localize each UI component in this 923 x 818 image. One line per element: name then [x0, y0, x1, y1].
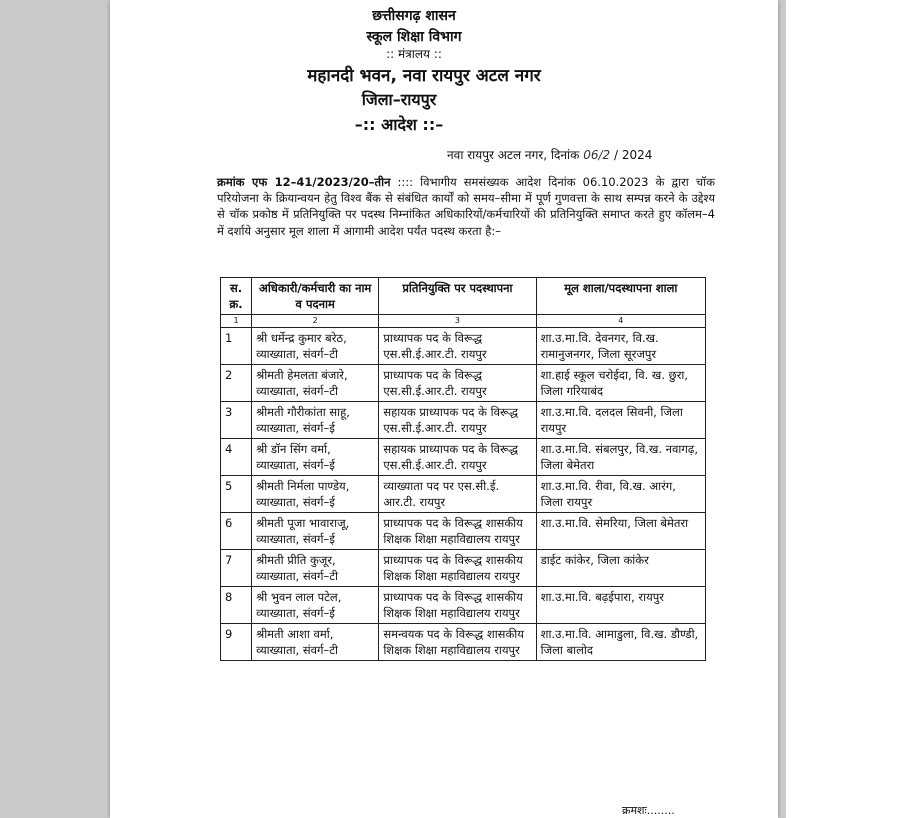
cell-name: श्रीमती गौरीकांता साहू, व्याख्याता, संवर्ग–ई — [252, 402, 379, 439]
cell-name: श्रीमती हेमलता बंजारे, व्याख्याता, संवर्ग–टी — [252, 365, 379, 402]
cell-name: श्रीमती आशा वर्मा, व्याख्याता, संवर्ग–टी — [252, 624, 379, 661]
cell-sno: 1 — [221, 328, 252, 365]
order-text: :::: विभागीय समसंख्यक आदेश दिनांक 06.10.2023 के द्वारा चॉक परियोजना के क्रियान्वयन हेतु विश्व बैंक से संबंधित कार्यों को समय–सीमा में पूर्ण गुणवत्ता के साथ सम्पन्न करने के उद्देश्य से चॉक प्रकोष्ठ में प्रतिनियुक्ति पर पदस्थ निम्नांकित अधिकारियों/कर्मचारियों की प्रतिनियुक्ति समाप्त करते हुए कॉलम–4 में दर्शाये अनुसार मूल शाला में आगामी आदेश पर्यंत पदस्थ करता है:– — [217, 175, 715, 238]
table-row — [221, 476, 706, 513]
cell-sno: 3 — [221, 402, 252, 439]
table-row — [221, 587, 706, 624]
cell-school: शा.उ.मा.वि. देवनगर, वि.ख. रामानुजनगर, जिला सूरजपुर — [536, 328, 705, 365]
cell-school: शा.उ.मा.वि. आमाडुला, वि.ख. डौण्डी, जिला बालोद — [536, 624, 705, 661]
dateline-prefix: नवा रायपुर अटल नगर, दिनांक — [447, 148, 580, 162]
cell-school: शा.हाई स्कूल चरोईदा, वि. ख. छुरा, जिला गरियाबंद — [536, 365, 705, 402]
cell-name: श्रीमती निर्मला पाण्डेय, व्याख्याता, संवर्ग–ई — [252, 476, 379, 513]
cell-sno: 6 — [221, 513, 252, 550]
col-num: 1 — [221, 315, 252, 328]
order-title: –:: आदेश ::– — [354, 115, 444, 134]
cell-name: श्रीमती प्रीति कुजूर, व्याख्याता, संवर्ग–टी — [252, 550, 379, 587]
document-page — [110, 0, 778, 818]
cell-sno: 2 — [221, 365, 252, 402]
dateline-year: / 2024 — [613, 148, 653, 162]
cell-sno: 8 — [221, 587, 252, 624]
posting-table — [220, 277, 706, 661]
table-row — [221, 550, 706, 587]
cell-school: शा.उ.मा.वि. सेमरिया, जिला बेमेतरा — [536, 513, 705, 550]
order-number: क्रमांक एफ 12–41/2023/20–तीन — [217, 175, 391, 189]
table-row — [221, 624, 706, 661]
district-label: जिला–रायपुर — [361, 90, 437, 109]
col-num: 3 — [379, 315, 536, 328]
cell-school: शा.उ.मा.वि. संबलपुर, वि.ख. नवागढ़, जिला बेमेतरा — [536, 439, 705, 476]
table-row — [221, 365, 706, 402]
cell-deputation: प्राध्यापक पद के विरूद्ध एस.सी.ई.आर.टी. रायपुर — [379, 365, 536, 402]
table-row — [221, 513, 706, 550]
cell-deputation: प्राध्यापक पद के विरूद्ध शासकीय शिक्षक शिक्षा महाविद्यालय रायपुर — [379, 587, 536, 624]
cell-deputation: प्राध्यापक पद के विरूद्ध एस.सी.ई.आर.टी. रायपुर — [379, 328, 536, 365]
cell-sno: 5 — [221, 476, 252, 513]
header-deputation: प्रतिनियुक्ति पर पदस्थापना — [379, 278, 536, 315]
header-sno: स. क्र. — [221, 278, 252, 315]
table-row — [221, 328, 706, 365]
cell-name: श्री डॉन सिंग वर्मा, व्याख्याता, संवर्ग–ई — [252, 439, 379, 476]
office-address: महानदी भवन, नवा रायपुर अटल नगर — [307, 66, 541, 86]
department-name: स्कूल शिक्षा विभाग — [366, 29, 462, 45]
cell-deputation: समन्वयक पद के विरूद्ध शासकीय शिक्षक शिक्षा महाविद्यालय रायपुर — [379, 624, 536, 661]
cell-school: शा.उ.मा.वि. दलदल सिवनी, जिला रायपुर — [536, 402, 705, 439]
cell-name: श्रीमती पूजा भावाराजू, व्याख्याता, संवर्ग–ई — [252, 513, 379, 550]
govt-name: छत्तीसगढ़ शासन — [372, 8, 456, 24]
handwritten-date: 06/2 — [583, 148, 611, 162]
cell-sno: 7 — [221, 550, 252, 587]
column-number-row — [221, 315, 706, 328]
ministry-label: :: मंत्रालय :: — [386, 47, 442, 61]
cell-school: डाईट कांकेर, जिला कांकेर — [536, 550, 705, 587]
cell-deputation: सहायक प्राध्यापक पद के विरूद्ध एस.सी.ई.आर.टी. रायपुर — [379, 439, 536, 476]
order-body — [217, 174, 715, 239]
col-num: 2 — [252, 315, 379, 328]
table-header-row — [221, 278, 706, 315]
cell-deputation: सहायक प्राध्यापक पद के विरूद्ध एस.सी.ई.आर.टी. रायपुर — [379, 402, 536, 439]
adjacent-page — [786, 0, 923, 818]
table-row — [221, 402, 706, 439]
cell-deputation: व्याख्याता पद पर एस.सी.ई. आर.टी. रायपुर — [379, 476, 536, 513]
dateline — [447, 146, 652, 163]
cell-school: शा.उ.मा.वि. रीवा, वि.ख. आरंग, जिला रायपुर — [536, 476, 705, 513]
continued-label: क्रमशः........ — [622, 804, 675, 817]
cell-deputation: प्राध्यापक पद के विरूद्ध शासकीय शिक्षक शिक्षा महाविद्यालय रायपुर — [379, 513, 536, 550]
table-row — [221, 439, 706, 476]
cell-sno: 4 — [221, 439, 252, 476]
cell-sno: 9 — [221, 624, 252, 661]
cell-name: श्री धर्मेन्द्र कुमार बरेठ, व्याख्याता, संवर्ग–टी — [252, 328, 379, 365]
header-school: मूल शाला/पदस्थापना शाला — [536, 278, 705, 315]
col-num: 4 — [536, 315, 705, 328]
cell-deputation: प्राध्यापक पद के विरूद्ध शासकीय शिक्षक शिक्षा महाविद्यालय रायपुर — [379, 550, 536, 587]
cell-name: श्री भुवन लाल पटेल, व्याख्याता, संवर्ग–ई — [252, 587, 379, 624]
header-name: अधिकारी/कर्मचारी का नाम व पदनाम — [252, 278, 379, 315]
cell-school: शा.उ.मा.वि. बढ़ईपारा, रायपुर — [536, 587, 705, 624]
